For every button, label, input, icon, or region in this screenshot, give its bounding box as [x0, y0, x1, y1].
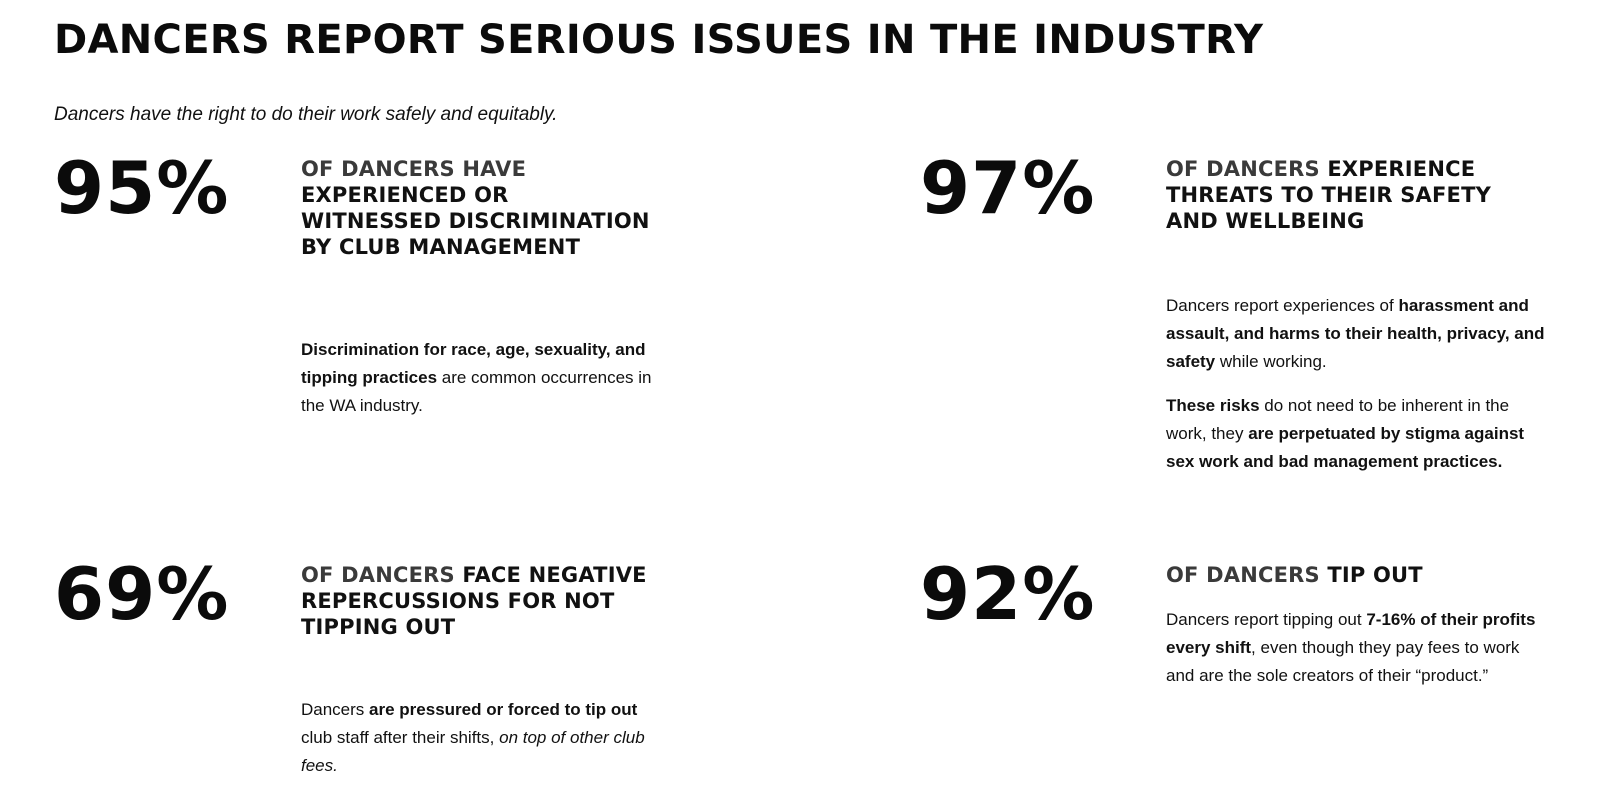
description-text: Dancers	[301, 700, 370, 719]
description-bold: are perpetuated by stigma against sex work and bad management practices.	[1166, 424, 1525, 471]
stat-description	[1166, 606, 1541, 706]
description-text: Dancers report experiences of	[1166, 296, 1399, 315]
stat-description	[301, 696, 661, 796]
stat-headline	[1166, 156, 1536, 234]
headline-rest: EXPERIENCED OR WITNESSED DISCRIMINATION BY CLUB MANAGEMENT	[301, 183, 650, 259]
description-text: while working.	[1215, 352, 1327, 371]
headline-lead: OF DANCERS	[301, 563, 455, 587]
description-text: are common occurrences in the WA industry.	[301, 368, 652, 415]
headline-rest: EXPERIENCE THREATS TO THEIR SAFETY AND WELLBEING	[1166, 157, 1492, 233]
stat-headline	[301, 562, 661, 640]
stat-percent: 97%	[920, 146, 1096, 230]
stat-percent: 95%	[54, 146, 230, 230]
stat-percent: 69%	[54, 552, 230, 636]
description-bold: harassment and assault, and harms to their health, privacy, and safety	[1166, 296, 1545, 371]
headline-rest: FACE NEGATIVE REPERCUSSIONS FOR NOT TIPPING OUT	[301, 563, 647, 639]
headline-rest: TIP OUT	[1327, 563, 1423, 587]
description-bold: These risks	[1166, 396, 1260, 415]
page-subtitle: Dancers have the right to do their work safely and equitably.	[54, 104, 558, 125]
stat-headline	[1166, 562, 1536, 588]
headline-lead: OF DANCERS HAVE	[301, 157, 527, 181]
description-bold: 7-16% of their profits every shift	[1166, 610, 1536, 657]
description-bold: Discrimination for race, age, sexuality, and tipping practices	[301, 340, 646, 387]
stat-percent: 92%	[920, 552, 1096, 636]
description-text: club staff after their shifts,	[301, 728, 500, 747]
page-title: DANCERS REPORT SERIOUS ISSUES IN THE INDUSTRY	[54, 17, 1264, 63]
description-text: , even though they pay fees to work and are the sole creators of their “product.”	[1166, 638, 1520, 685]
description-text: Dancers report tipping out	[1166, 610, 1367, 629]
stat-description	[301, 336, 661, 436]
stat-headline	[301, 156, 651, 260]
description-italic: on top of other club fees.	[301, 728, 645, 775]
stat-description	[1166, 292, 1546, 492]
headline-lead: OF DANCERS	[1166, 157, 1320, 181]
description-text: do not need to be inherent in the work, they	[1166, 396, 1510, 443]
headline-lead: OF DANCERS	[1166, 563, 1320, 587]
description-bold: are pressured or forced to tip out	[369, 700, 638, 719]
